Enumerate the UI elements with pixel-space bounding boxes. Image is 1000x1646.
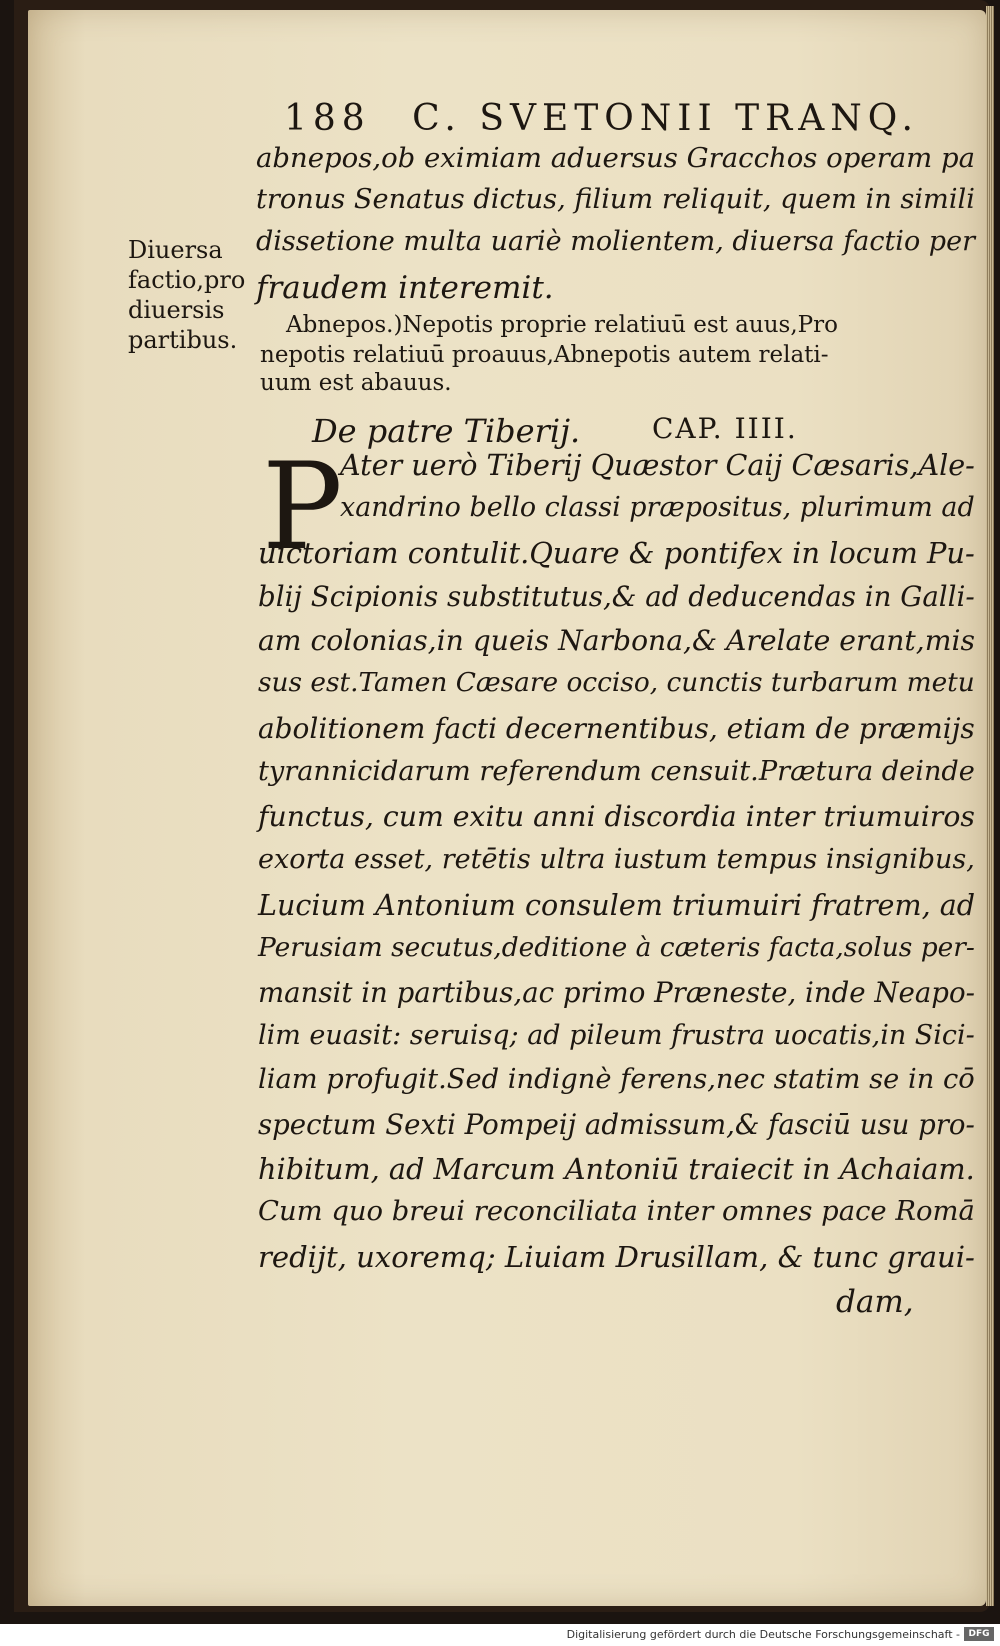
main-text-line: blij Scipionis substitutus,& ad deducendas in Galli- — [258, 580, 975, 613]
section-heading — [312, 412, 798, 450]
main-text-line: Lucium Antonium consulem triumuiri fratrem, ad — [258, 888, 976, 922]
commentary-line: uum est abauus. — [260, 370, 452, 396]
commentary-line: Abnepos.)Nepotis proprie relatiuū est auus,Pro — [286, 312, 838, 338]
main-text-line: sus est.Tamen Cæsare occiso, cunctis turbarum metu — [258, 668, 975, 698]
main-text-line: liam profugit.Sed indignè ferens,nec statim se in cō — [258, 1064, 975, 1095]
main-text-line: hibitum, ad Marcum Antoniū traiecit in Achaiam. — [258, 1152, 975, 1186]
main-text-line: uictoriam contulit.Quare & pontifex in locum Pu- — [258, 536, 975, 570]
main-text-line: tyrannicidarum referendum censuit.Prætura deinde — [258, 756, 975, 787]
main-text-line: abolitionem facti decernentibus, etiam de præmijs — [258, 712, 975, 745]
main-text-line: xandrino bello classi præpositus, plurimum ad — [340, 492, 975, 523]
top-paragraph-line: dissetione multa uariè molientem, diuersa factio per — [256, 226, 975, 257]
main-text-line: Ater uerò Tiberij Quæstor Caij Cæsaris,Ale- — [340, 448, 975, 482]
top-paragraph-line: tronus Senatus dictus, filium reliquit, quem in simili — [256, 184, 975, 215]
main-text-line: Cum quo breui reconciliata inter omnes pace Romā — [258, 1196, 975, 1227]
dfg-logo: DFG — [964, 1627, 994, 1641]
page-fore-edge — [986, 6, 994, 1606]
marginal-note-line: diuersis — [128, 296, 225, 324]
running-title: C. SVETONII TRANQ. — [412, 98, 919, 139]
main-text-line: Perusiam secutus,deditione à cæteris facta,solus per- — [258, 932, 975, 963]
catchword: dam, — [836, 1284, 914, 1320]
drop-cap: P — [262, 438, 343, 577]
main-text-line: redijt, uxoremq; Liuiam Drusillam, & tunc graui- — [258, 1240, 975, 1274]
running-head — [284, 98, 919, 139]
marginal-note-line: Diuersa — [128, 236, 223, 264]
digitization-footer — [0, 1624, 1000, 1646]
main-text-line: mansit in partibus,ac primo Præneste, inde Neapo- — [258, 976, 975, 1009]
main-text-line: lim euasit: seruisq; ad pileum frustra uocatis,in Sici- — [258, 1020, 975, 1051]
page-number: 188 — [284, 98, 371, 139]
footer-credit: Digitalisierung gefördert durch die Deutsche Forschungsgemeinschaft - — [566, 1628, 960, 1641]
top-paragraph-line: fraudem interemit. — [256, 270, 554, 306]
main-text-line: am colonias,in queis Narbona,& Arelate erant,mis — [258, 624, 975, 657]
main-text-line: exorta esset, retētis ultra iustum tempus insignibus, — [258, 844, 975, 875]
top-paragraph-line: abnepos,ob eximiam aduersus Gracchos operam pa — [256, 142, 976, 174]
main-text-line: functus, cum exitu anni discordia inter triumuiros — [258, 800, 975, 833]
commentary-line: nepotis relatiuū proauus,Abnepotis autem relati- — [260, 342, 829, 368]
main-text-line: spectum Sexti Pompeij admissum,& fasciū usu pro- — [258, 1108, 975, 1141]
chapter-number: CAP. IIII. — [652, 412, 798, 445]
marginal-note-line: factio,pro — [128, 266, 246, 294]
section-title: De patre Tiberij. — [312, 412, 581, 450]
marginal-note-line: partibus. — [128, 326, 238, 354]
